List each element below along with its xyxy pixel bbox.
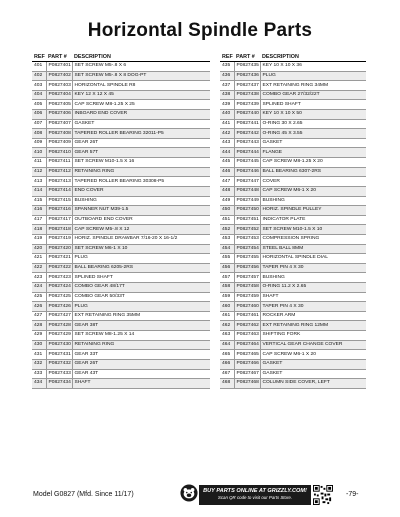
table-row [32, 158, 210, 168]
description-cell: SET SCREW M10-1.5 X 16 [72, 158, 210, 168]
description-cell: CAP SCREW M8-1.25 X 20 [260, 158, 366, 168]
table-row [32, 90, 210, 100]
table-row [32, 129, 210, 139]
ref-cell: 467 [220, 369, 234, 379]
description-cell: END COVER [72, 186, 210, 196]
ref-cell: 468 [220, 379, 234, 389]
part-number-cell: P0827408 [46, 129, 72, 139]
table-row [220, 206, 366, 216]
description-cell: GASKET [72, 119, 210, 129]
ref-header: REF [34, 53, 45, 60]
table-row [32, 225, 210, 235]
ref-cell: 443 [220, 138, 234, 148]
part-number-cell: P0827412 [46, 167, 72, 177]
description-cell: SET SCREW M5-.8 X 8 DOG-PT [72, 71, 210, 81]
ref-cell: 428 [32, 321, 46, 331]
part-number-cell: P0827416 [46, 206, 72, 216]
part-number-cell: P0827415 [46, 196, 72, 206]
table-header-row [32, 52, 210, 62]
part-number-cell: P0827425 [46, 292, 72, 302]
table-row [32, 263, 210, 273]
description-cell: SET SCREW M10-1.5 X 10 [260, 225, 366, 235]
part-number-cell: P0827419 [46, 234, 72, 244]
description-cell: PLUG [72, 302, 210, 312]
table-row [32, 62, 210, 72]
table-row [220, 302, 366, 312]
description-cell: ROCKER ARM [260, 311, 366, 321]
ref-cell: 412 [32, 167, 46, 177]
ref-cell: 422 [32, 263, 46, 273]
table-row [220, 254, 366, 264]
ref-cell: 403 [32, 81, 46, 91]
description-cell: SPLINED SHAFT [72, 273, 210, 283]
part-number-cell: P0827454 [234, 244, 260, 254]
page-title: Horizontal Spindle Parts [87, 20, 313, 41]
table-row [220, 158, 366, 168]
ref-cell: 451 [220, 215, 234, 225]
ref-cell: 433 [32, 369, 46, 379]
part-number-cell: P0827458 [234, 283, 260, 293]
table-row [220, 350, 366, 360]
ref-cell: 439 [220, 100, 234, 110]
part-number-cell: P0827417 [46, 215, 72, 225]
table-row [220, 138, 366, 148]
description-cell: BUSHING [260, 196, 366, 206]
part-number-cell: P0827462 [234, 321, 260, 331]
part-header: PART # [234, 52, 260, 62]
ref-cell: 404 [32, 90, 46, 100]
part-number-cell: P0827401 [46, 62, 72, 72]
table-row [220, 215, 366, 225]
description-cell: SET SCREW M5-.8 X 6 [72, 62, 210, 72]
ref-cell: 447 [220, 177, 234, 187]
ref-cell: 440 [220, 110, 234, 120]
parts-table-left [32, 52, 210, 389]
description-cell: TAPERED ROLLER BEARING 32011-P5 [72, 129, 210, 139]
table-row [220, 234, 366, 244]
grizzly-bear-icon [180, 484, 198, 502]
part-number-cell: P0827467 [234, 369, 260, 379]
part-number-cell: P0827460 [234, 302, 260, 312]
ref-cell: 465 [220, 350, 234, 360]
part-number-cell: P0827445 [234, 158, 260, 168]
part-number-cell: P0827413 [46, 177, 72, 187]
table-row [220, 369, 366, 379]
description-cell: HORIZ. SPINDLE PULLEY [260, 206, 366, 216]
ref-cell: 405 [32, 100, 46, 110]
ref-cell: 455 [220, 254, 234, 264]
ref-cell: 432 [32, 359, 46, 369]
part-number-cell: P0827446 [234, 167, 260, 177]
table-row [32, 119, 210, 129]
ref-cell: 406 [32, 110, 46, 120]
table-row [220, 331, 366, 341]
description-cell: SET SCREW M6-1 X 10 [72, 244, 210, 254]
table-row [220, 311, 366, 321]
parts-table-right [220, 52, 366, 389]
ref-cell: 453 [220, 234, 234, 244]
ref-cell: 448 [220, 186, 234, 196]
description-cell: CAP SCREW M5-.8 X 12 [72, 225, 210, 235]
description-cell: CAP SCREW M6-1 X 20 [260, 186, 366, 196]
table-row [32, 350, 210, 360]
part-number-cell: P0827430 [46, 340, 72, 350]
part-number-cell: P0827453 [234, 234, 260, 244]
table-row [220, 244, 366, 254]
ref-cell: 419 [32, 234, 46, 244]
part-number-cell: P0827464 [234, 340, 260, 350]
part-number-cell: P0827407 [46, 119, 72, 129]
description-header: DESCRIPTION [260, 52, 366, 62]
ref-cell: 401 [32, 62, 46, 72]
ref-cell: 426 [32, 302, 46, 312]
description-cell: EXT RETAINING RING 12MM [260, 321, 366, 331]
table-row [220, 225, 366, 235]
ref-cell: 445 [220, 158, 234, 168]
part-number-cell: P0827433 [46, 369, 72, 379]
ref-cell: 458 [220, 283, 234, 293]
description-cell: COMPRESSION SPRING [260, 234, 366, 244]
description-cell: FLANGE [260, 148, 366, 158]
table-row [220, 379, 366, 389]
part-number-cell: P0827450 [234, 206, 260, 216]
description-cell: KEY 12 X 12 X 45 [72, 90, 210, 100]
part-number-cell: P0827410 [46, 148, 72, 158]
part-number-cell: P0827448 [234, 186, 260, 196]
part-number-cell: P0827439 [234, 100, 260, 110]
part-number-cell: P0827423 [46, 273, 72, 283]
ref-cell: 423 [32, 273, 46, 283]
description-cell: VERTICAL GEAR CHANGE COVER [260, 340, 366, 350]
ref-cell: 408 [32, 129, 46, 139]
description-cell: CAP SCREW M6-1 X 20 [260, 350, 366, 360]
description-cell: SHAFT [260, 292, 366, 302]
table-header-row [220, 52, 366, 62]
table-row [32, 302, 210, 312]
description-cell: INDICATOR PLATE [260, 215, 366, 225]
table-row [32, 321, 210, 331]
description-cell: PLUG [260, 71, 366, 81]
ref-header: REF [222, 53, 233, 60]
table-row [220, 71, 366, 81]
description-cell: GASKET [260, 138, 366, 148]
ref-cell: 450 [220, 206, 234, 216]
part-number-cell: P0827449 [234, 196, 260, 206]
table-row [220, 148, 366, 158]
description-cell: PLUG [72, 254, 210, 264]
table-row [220, 167, 366, 177]
table-row [32, 292, 210, 302]
ref-cell: 420 [32, 244, 46, 254]
description-cell: COMBO GEAR 27/32/22T [260, 90, 366, 100]
description-cell: O-RING 11.2 X 2.65 [260, 283, 366, 293]
promo-line-1: BUY PARTS ONLINE AT GRIZZLY.COM! [203, 488, 307, 494]
part-number-cell: P0827424 [46, 283, 72, 293]
ref-cell: 452 [220, 225, 234, 235]
part-number-cell: P0827468 [234, 379, 260, 389]
ref-cell: 421 [32, 254, 46, 264]
part-number-cell: P0827426 [46, 302, 72, 312]
part-number-cell: P0827455 [234, 254, 260, 264]
part-number-cell: P0827420 [46, 244, 72, 254]
description-cell: GASKET [260, 369, 366, 379]
part-number-cell: P0827436 [234, 71, 260, 81]
ref-cell: 430 [32, 340, 46, 350]
table-row [220, 186, 366, 196]
part-number-cell: P0827405 [46, 100, 72, 110]
table-row [220, 129, 366, 139]
part-number-cell: P0827404 [46, 90, 72, 100]
part-number-cell: P0827437 [234, 81, 260, 91]
description-cell: COMBO GEAR 50/33T [72, 292, 210, 302]
buy-parts-banner[interactable] [199, 485, 311, 505]
table-row [32, 273, 210, 283]
description-cell: BALL BEARING 6307-2RS [260, 167, 366, 177]
ref-cell: 462 [220, 321, 234, 331]
part-number-cell: P0827459 [234, 292, 260, 302]
table-row [32, 186, 210, 196]
description-cell: RETAINING RING [72, 167, 210, 177]
description-cell: GEAR 57T [72, 148, 210, 158]
ref-cell: 425 [32, 292, 46, 302]
table-row [220, 90, 366, 100]
ref-cell: 416 [32, 206, 46, 216]
part-number-cell: P0827442 [234, 129, 260, 139]
ref-cell: 427 [32, 311, 46, 321]
ref-cell: 444 [220, 148, 234, 158]
description-header: DESCRIPTION [72, 52, 210, 62]
table-row [32, 206, 210, 216]
description-cell: GEAR 38T [72, 321, 210, 331]
description-cell: OUTBOARD END COVER [72, 215, 210, 225]
part-number-cell: P0827461 [234, 311, 260, 321]
description-cell: KEY 10 X 10 X 36 [260, 62, 366, 72]
part-number-cell: P0827418 [46, 225, 72, 235]
description-cell: BALL BEARING 6205-2RS [72, 263, 210, 273]
ref-cell: 415 [32, 196, 46, 206]
ref-cell: 424 [32, 283, 46, 293]
part-number-cell: P0827432 [46, 359, 72, 369]
part-number-cell: P0827435 [234, 62, 260, 72]
description-cell: GASKET [260, 359, 366, 369]
description-cell: STEEL BALL 8MM [260, 244, 366, 254]
part-number-cell: P0827465 [234, 350, 260, 360]
ref-cell: 446 [220, 167, 234, 177]
table-row [32, 340, 210, 350]
part-number-cell: P0827447 [234, 177, 260, 187]
table-row [32, 244, 210, 254]
table-row [220, 273, 366, 283]
ref-cell: 435 [220, 62, 234, 72]
ref-cell: 437 [220, 81, 234, 91]
qr-code-icon[interactable] [313, 485, 333, 505]
ref-cell: 449 [220, 196, 234, 206]
part-number-cell: P0827434 [46, 379, 72, 389]
table-row [220, 283, 366, 293]
table-row [220, 321, 366, 331]
table-row [220, 263, 366, 273]
model-label: Model G0827 (Mfd. Since 11/17) [33, 491, 134, 498]
description-cell: HORIZONTAL SPINDLE R8 [72, 81, 210, 91]
table-row [220, 340, 366, 350]
ref-cell: 463 [220, 331, 234, 341]
description-cell: TAPERED ROLLER BEARING 30308-P5 [72, 177, 210, 187]
part-number-cell: P0827452 [234, 225, 260, 235]
table-row [32, 359, 210, 369]
ref-cell: 409 [32, 138, 46, 148]
table-row [32, 177, 210, 187]
table-row [32, 283, 210, 293]
part-number-cell: P0827409 [46, 138, 72, 148]
table-row [32, 196, 210, 206]
part-number-cell: P0827457 [234, 273, 260, 283]
table-row [32, 234, 210, 244]
ref-cell: 411 [32, 158, 46, 168]
ref-cell: 442 [220, 129, 234, 139]
ref-cell: 436 [220, 71, 234, 81]
description-cell: COMBO GEAR 48/17T [72, 283, 210, 293]
table-row [32, 369, 210, 379]
ref-cell: 456 [220, 263, 234, 273]
part-number-cell: P0827421 [46, 254, 72, 264]
ref-cell: 434 [32, 379, 46, 389]
description-cell: COLUMN SIDE COVER, LEFT [260, 379, 366, 389]
ref-cell: 402 [32, 71, 46, 81]
description-cell: GEAR 26T [72, 138, 210, 148]
ref-cell: 457 [220, 273, 234, 283]
description-cell: TAPER PIN 4 X 30 [260, 263, 366, 273]
ref-cell: 454 [220, 244, 234, 254]
part-number-cell: P0827427 [46, 311, 72, 321]
part-number-cell: P0827444 [234, 148, 260, 158]
description-cell: TAPER PIN 4 X 30 [260, 302, 366, 312]
ref-cell: 441 [220, 119, 234, 129]
description-cell: GEAR 43T [72, 369, 210, 379]
part-number-cell: P0827414 [46, 186, 72, 196]
table-row [220, 119, 366, 129]
ref-cell: 464 [220, 340, 234, 350]
table-row [32, 215, 210, 225]
description-cell: EXT RETAINING RING 34MM [260, 81, 366, 91]
description-cell: KEY 10 X 10 X 50 [260, 110, 366, 120]
description-cell: EXT RETAINING RING 35MM [72, 311, 210, 321]
part-number-cell: P0827431 [46, 350, 72, 360]
table-row [32, 138, 210, 148]
promo-line-2: Scan QR code to visit our Parts Store. [217, 495, 293, 500]
part-number-cell: P0827456 [234, 263, 260, 273]
part-number-cell: P0827441 [234, 119, 260, 129]
table-row [220, 62, 366, 72]
description-cell: HORIZ. SPINDLE DRAWBAR 7/16-20 X 16-1/2 [72, 234, 210, 244]
description-cell: RETAINING RING [72, 340, 210, 350]
table-row [220, 81, 366, 91]
part-header: PART # [46, 52, 72, 62]
table-row [220, 292, 366, 302]
description-cell: CAP SCREW M8-1.25 X 25 [72, 100, 210, 110]
ref-cell: 417 [32, 215, 46, 225]
ref-cell: 460 [220, 302, 234, 312]
table-row [32, 100, 210, 110]
table-row [32, 148, 210, 158]
part-number-cell: P0827443 [234, 138, 260, 148]
ref-cell: 431 [32, 350, 46, 360]
description-cell: SET SCREW M8-1.25 X 14 [72, 331, 210, 341]
ref-cell: 438 [220, 90, 234, 100]
part-number-cell: P0827466 [234, 359, 260, 369]
table-row [32, 81, 210, 91]
description-cell: SHAFT [72, 379, 210, 389]
description-cell: SPLINED SHAFT [260, 100, 366, 110]
page-number: -79- [346, 491, 359, 498]
description-cell: BUSHING [260, 273, 366, 283]
description-cell: HORIZONTAL SPINDLE DIAL [260, 254, 366, 264]
part-number-cell: P0827428 [46, 321, 72, 331]
ref-cell: 466 [220, 359, 234, 369]
part-number-cell: P0827403 [46, 81, 72, 91]
part-number-cell: P0827422 [46, 263, 72, 273]
ref-cell: 407 [32, 119, 46, 129]
description-cell: O-RING 30 X 2.65 [260, 119, 366, 129]
table-row [32, 110, 210, 120]
table-row [32, 71, 210, 81]
part-number-cell: P0827451 [234, 215, 260, 225]
ref-cell: 459 [220, 292, 234, 302]
description-cell: INBOARD END COVER [72, 110, 210, 120]
ref-cell: 418 [32, 225, 46, 235]
table-row [220, 196, 366, 206]
table-row [32, 254, 210, 264]
ref-cell: 413 [32, 177, 46, 187]
part-number-cell: P0827438 [234, 90, 260, 100]
table-row [32, 379, 210, 389]
part-number-cell: P0827440 [234, 110, 260, 120]
part-number-cell: P0827411 [46, 158, 72, 168]
description-cell: SPANNER NUT M39-1.5 [72, 206, 210, 216]
description-cell: GEAR 26T [72, 359, 210, 369]
description-cell: O-RING 45 X 3.55 [260, 129, 366, 139]
table-row [220, 359, 366, 369]
part-number-cell: P0827429 [46, 331, 72, 341]
table-row [220, 177, 366, 187]
description-cell: SHIFTING FORK [260, 331, 366, 341]
description-cell: BUSHING [72, 196, 210, 206]
ref-cell: 461 [220, 311, 234, 321]
ref-cell: 410 [32, 148, 46, 158]
part-number-cell: P0827463 [234, 331, 260, 341]
ref-cell: 429 [32, 331, 46, 341]
description-cell: COVER [260, 177, 366, 187]
part-number-cell: P0827406 [46, 110, 72, 120]
table-row [32, 331, 210, 341]
part-number-cell: P0827402 [46, 71, 72, 81]
table-row [32, 167, 210, 177]
table-row [220, 100, 366, 110]
description-cell: GEAR 33T [72, 350, 210, 360]
table-row [220, 110, 366, 120]
ref-cell: 414 [32, 186, 46, 196]
table-row [32, 311, 210, 321]
